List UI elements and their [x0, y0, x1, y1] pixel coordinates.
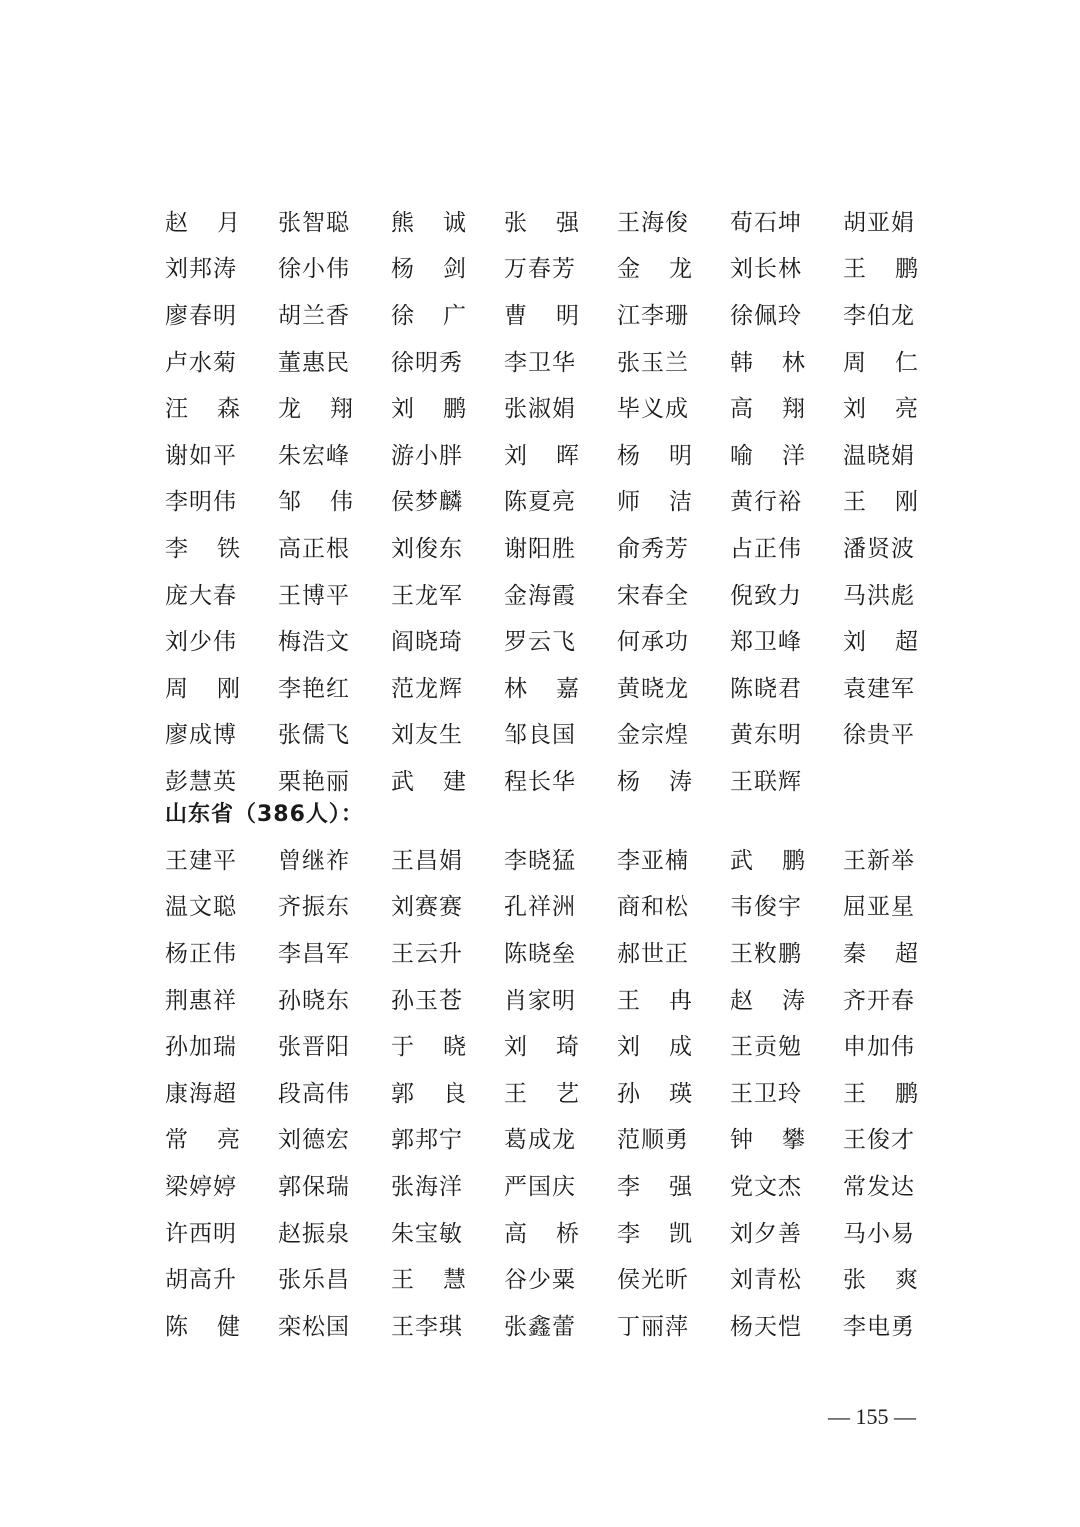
name-row [165, 430, 925, 477]
person-name: 刘俊东 [391, 535, 463, 562]
person-name: 刘长林 [730, 256, 802, 283]
person-name: 卢水菊 [165, 349, 237, 376]
person-name: 高正根 [278, 535, 350, 562]
person-name: 常发达 [843, 1173, 915, 1200]
person-name: 韩 林 [730, 349, 806, 376]
person-name: 杨天恺 [730, 1313, 802, 1340]
name-row [165, 1254, 925, 1301]
person-name: 徐小伟 [278, 256, 350, 283]
person-name: 喻 洋 [730, 442, 806, 469]
name-row [165, 663, 925, 710]
name-row [165, 1068, 925, 1115]
person-name: 曾继祚 [278, 847, 350, 874]
person-name: 毕义成 [617, 396, 689, 423]
person-name: 栗艳丽 [278, 768, 350, 795]
person-name: 郭 良 [391, 1080, 467, 1107]
person-name: 熊 诚 [391, 209, 467, 236]
person-name: 程长华 [504, 768, 576, 795]
person-name: 秦 超 [843, 940, 919, 967]
person-name: 张智聪 [278, 209, 350, 236]
person-name: 刘 超 [843, 629, 919, 656]
person-name: 谢如平 [165, 442, 237, 469]
person-name: 刘友生 [391, 722, 463, 749]
person-name: 李 强 [617, 1173, 693, 1200]
person-name: 刘 鹏 [391, 396, 467, 423]
person-name: 朱宝敏 [391, 1220, 463, 1247]
name-row [165, 975, 925, 1022]
person-name: 钟 攀 [730, 1127, 806, 1154]
person-name: 刘夕善 [730, 1220, 802, 1247]
person-name: 陈晓君 [730, 675, 802, 702]
person-name: 占正伟 [730, 535, 802, 562]
name-row [165, 756, 925, 803]
person-name: 邹 伟 [278, 489, 354, 516]
name-list-section-2 [165, 835, 925, 1348]
person-name: 朱宏峰 [278, 442, 350, 469]
person-name: 郭邦宁 [391, 1127, 463, 1154]
person-name: 刘邦涛 [165, 256, 237, 283]
person-name: 韦俊宇 [730, 894, 802, 921]
person-name: 张乐昌 [278, 1267, 350, 1294]
person-name: 孙玉苍 [391, 987, 463, 1014]
person-name: 郑卫峰 [730, 629, 802, 656]
section-heading-shandong: 山东省（386人）： [165, 802, 364, 827]
name-row [165, 523, 925, 570]
person-name: 阎晓琦 [391, 629, 463, 656]
person-name: 杨 涛 [617, 768, 693, 795]
person-name: 庞大春 [165, 582, 237, 609]
name-row [165, 616, 925, 663]
person-name: 徐 广 [391, 302, 467, 329]
person-name: 李电勇 [843, 1313, 915, 1340]
person-name: 王建平 [165, 847, 237, 874]
person-name: 刘赛赛 [391, 894, 463, 921]
person-name: 陈夏亮 [504, 489, 576, 516]
person-name: 金 龙 [617, 256, 693, 283]
name-row [165, 244, 925, 291]
person-name: 武 建 [391, 768, 467, 795]
person-name: 刘德宏 [278, 1127, 350, 1154]
person-name: 金宗煌 [617, 722, 689, 749]
person-name: 侯光昕 [617, 1267, 689, 1294]
person-name: 王敉鹏 [730, 940, 802, 967]
person-name: 王卫玲 [730, 1080, 802, 1107]
name-row [165, 882, 925, 929]
person-name: 郭保瑞 [278, 1173, 350, 1200]
person-name: 马小易 [843, 1220, 915, 1247]
person-name: 齐振东 [278, 894, 350, 921]
person-name: 齐开春 [843, 987, 915, 1014]
person-name: 彭慧英 [165, 768, 237, 795]
person-name: 李卫华 [504, 349, 576, 376]
person-name: 杨 剑 [391, 256, 467, 283]
person-name: 赵 涛 [730, 987, 806, 1014]
person-name: 刘 成 [617, 1034, 693, 1061]
person-name: 师 洁 [617, 489, 693, 516]
person-name: 张玉兰 [617, 349, 689, 376]
person-name: 宋春全 [617, 582, 689, 609]
person-name: 金海霞 [504, 582, 576, 609]
person-name: 高 桥 [504, 1220, 580, 1247]
person-name: 李昌军 [278, 940, 350, 967]
person-name: 李艳红 [278, 675, 350, 702]
page-number: — 155 — [828, 1404, 916, 1429]
person-name: 李伯龙 [843, 302, 915, 329]
person-name: 张儒飞 [278, 722, 350, 749]
name-row [165, 570, 925, 617]
name-row [165, 1208, 925, 1255]
person-name: 周 仁 [843, 349, 919, 376]
person-name: 罗云飞 [504, 629, 576, 656]
person-name: 黄行裕 [730, 489, 802, 516]
name-row [165, 1021, 925, 1068]
person-name: 王昌娟 [391, 847, 463, 874]
name-row [165, 337, 925, 384]
person-name: 江李珊 [617, 302, 689, 329]
person-name: 廖成博 [165, 722, 237, 749]
name-row [165, 1161, 925, 1208]
person-name: 徐佩玲 [730, 302, 802, 329]
person-name: 董惠民 [278, 349, 350, 376]
person-name: 丁丽萍 [617, 1313, 689, 1340]
name-row [165, 383, 925, 430]
person-name: 王云升 [391, 940, 463, 967]
person-name: 王龙军 [391, 582, 463, 609]
person-name: 范龙辉 [391, 675, 463, 702]
person-name: 温文聪 [165, 894, 237, 921]
person-name: 孙晓东 [278, 987, 350, 1014]
person-name: 刘 亮 [843, 396, 919, 423]
person-name: 杨 明 [617, 442, 693, 469]
person-name: 林 嘉 [504, 675, 580, 702]
person-name: 游小胖 [391, 442, 463, 469]
name-row [165, 1301, 925, 1348]
person-name: 张海洋 [391, 1173, 463, 1200]
person-name: 陈晓垒 [504, 940, 576, 967]
person-name: 王 艺 [504, 1080, 580, 1107]
person-name: 康海超 [165, 1080, 237, 1107]
person-name: 武 鹏 [730, 847, 806, 874]
person-name: 倪致力 [730, 582, 802, 609]
person-name: 梅浩文 [278, 629, 350, 656]
person-name: 段高伟 [278, 1080, 350, 1107]
person-name: 汪 森 [165, 396, 241, 423]
person-name: 王贡勉 [730, 1034, 802, 1061]
person-name: 徐贵平 [843, 722, 915, 749]
person-name: 胡高升 [165, 1267, 237, 1294]
person-name: 王俊才 [843, 1127, 915, 1154]
person-name: 胡兰香 [278, 302, 350, 329]
person-name: 张 爽 [843, 1267, 919, 1294]
person-name: 黄东明 [730, 722, 802, 749]
person-name: 万春芳 [504, 256, 576, 283]
person-name: 荀石坤 [730, 209, 802, 236]
person-name: 刘青松 [730, 1267, 802, 1294]
name-row [165, 835, 925, 882]
person-name: 张晋阳 [278, 1034, 350, 1061]
person-name: 徐明秀 [391, 349, 463, 376]
person-name: 屈亚星 [843, 894, 915, 921]
person-name: 张淑娟 [504, 396, 576, 423]
person-name: 王新举 [843, 847, 915, 874]
person-name: 赵 月 [165, 209, 241, 236]
name-row [165, 928, 925, 975]
person-name: 王海俊 [617, 209, 689, 236]
person-name: 王 刚 [843, 489, 919, 516]
person-name: 李亚楠 [617, 847, 689, 874]
person-name: 栾松国 [278, 1313, 350, 1340]
person-name: 王 慧 [391, 1267, 467, 1294]
person-name: 范顺勇 [617, 1127, 689, 1154]
person-name: 张鑫蕾 [504, 1313, 576, 1340]
person-name: 刘少伟 [165, 629, 237, 656]
person-name: 胡亚娟 [843, 209, 915, 236]
person-name: 李晓猛 [504, 847, 576, 874]
person-name: 何承功 [617, 629, 689, 656]
person-name: 赵振泉 [278, 1220, 350, 1247]
person-name: 温晓娟 [843, 442, 915, 469]
person-name: 王博平 [278, 582, 350, 609]
person-name: 孙加瑞 [165, 1034, 237, 1061]
person-name: 龙 翔 [278, 396, 354, 423]
person-name: 侯梦麟 [391, 489, 463, 516]
person-name: 黄晓龙 [617, 675, 689, 702]
person-name: 李 凯 [617, 1220, 693, 1247]
name-row [165, 710, 925, 757]
person-name: 许西明 [165, 1220, 237, 1247]
person-name: 邹良国 [504, 722, 576, 749]
person-name: 申加伟 [843, 1034, 915, 1061]
name-row [165, 477, 925, 524]
person-name: 商和松 [617, 894, 689, 921]
person-name: 谢阳胜 [504, 535, 576, 562]
person-name: 葛成龙 [504, 1127, 576, 1154]
person-name: 刘 晖 [504, 442, 580, 469]
person-name: 俞秀芳 [617, 535, 689, 562]
person-name: 李 铁 [165, 535, 241, 562]
person-name: 肖家明 [504, 987, 576, 1014]
person-name: 曹 明 [504, 302, 580, 329]
person-name: 廖春明 [165, 302, 237, 329]
person-name: 王 冉 [617, 987, 693, 1014]
person-name: 张 强 [504, 209, 580, 236]
person-name: 王 鹏 [843, 1080, 919, 1107]
name-row [165, 1115, 925, 1162]
name-row [165, 197, 925, 244]
person-name: 潘贤波 [843, 535, 915, 562]
person-name: 王 鹏 [843, 256, 919, 283]
person-name: 荆惠祥 [165, 987, 237, 1014]
person-name: 梁婷婷 [165, 1173, 237, 1200]
person-name: 孙 瑛 [617, 1080, 693, 1107]
person-name: 高 翔 [730, 396, 806, 423]
person-name: 王李琪 [391, 1313, 463, 1340]
person-name: 袁建军 [843, 675, 915, 702]
name-list-section-1 [165, 197, 925, 803]
person-name: 陈 健 [165, 1313, 241, 1340]
person-name: 王联辉 [730, 768, 802, 795]
person-name: 杨正伟 [165, 940, 237, 967]
person-name: 刘 琦 [504, 1034, 580, 1061]
person-name: 常 亮 [165, 1127, 241, 1154]
person-name: 马洪彪 [843, 582, 915, 609]
person-name: 谷少粟 [504, 1267, 576, 1294]
person-name: 李明伟 [165, 489, 237, 516]
person-name: 周 刚 [165, 675, 241, 702]
person-name: 郝世正 [617, 940, 689, 967]
person-name: 严国庆 [504, 1173, 576, 1200]
person-name: 于 晓 [391, 1034, 467, 1061]
name-row [165, 290, 925, 337]
person-name: 党文杰 [730, 1173, 802, 1200]
person-name: 孔祥洲 [504, 894, 576, 921]
